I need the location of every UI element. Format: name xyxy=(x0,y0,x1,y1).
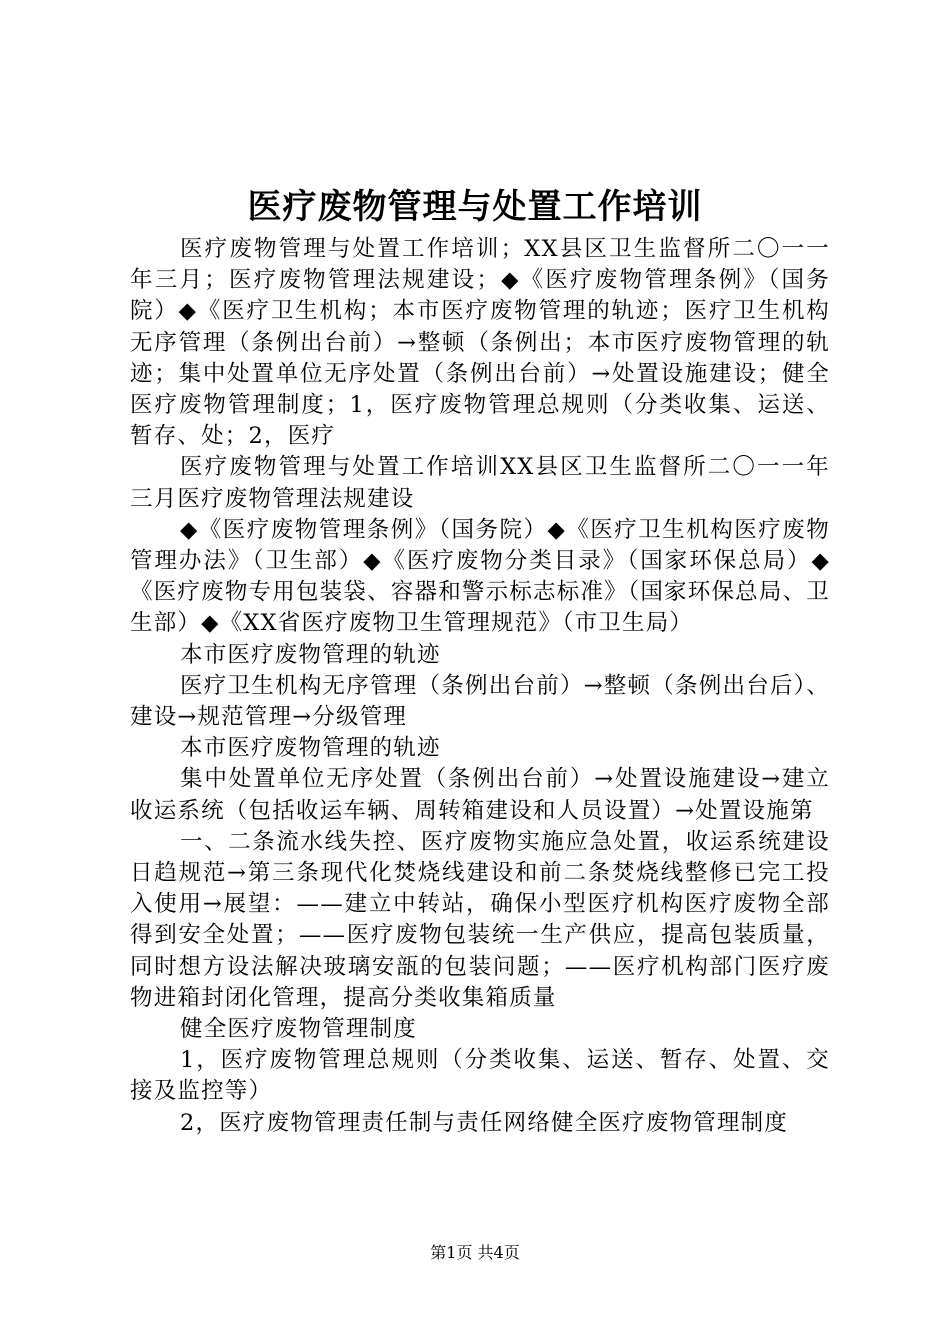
section-heading: 健全医疗废物管理制度 xyxy=(180,1016,418,1043)
paragraph: 医疗卫生机构无序管理（条例出台前）→整顿（条例出台后）、建设→规范管理→分级管理 xyxy=(130,672,830,731)
document-title: 医疗废物管理与处置工作培训 xyxy=(247,187,703,227)
list-item: 1，医疗废物管理总规则（分类收集、运送、暂存、处置、交接及监控等） xyxy=(130,1047,830,1105)
paragraph: 医疗废物管理与处置工作培训XX县区卫生监督所二〇一一年三月医疗废物管理法规建设 xyxy=(130,454,830,512)
section-heading: 本市医疗废物管理的轨迹 xyxy=(180,735,441,762)
list-item: 2，医疗废物管理责任制与责任网络健全医疗废物管理制度 xyxy=(180,1109,789,1136)
paragraph: 一、二条流水线失控、医疗废物实施应急处置，收运系统建设日趋规范→第三条现代化焚烧线建设和前二条焚烧线整修已完工投入使用→展望：——建立中转站，确保小型医疗机构医疗废物全部得到安全处置；——医疗废物包装统一生产供应，提高包装质量，同时想方设法解决玻璃安瓿的包装问题；——医疗机构部门医疗废物进箱封闭化管理，提高分类收集箱质量 xyxy=(130,828,830,1011)
paragraph: 医疗废物管理与处置工作培训；XX县区卫生监督所二〇一一年三月；医疗废物管理法规建设；◆《医疗废物管理条例》（国务院）◆《医疗卫生机构；本市医疗废物管理的轨迹；医疗卫生机构无序管理（条例出台前）→整顿（条例出；本市医疗废物管理的轨迹；集中处置单位无序处置（条例出台前）→处置设施建设；健全医疗废物管理制度；1，医疗废物管理总规则（分类收集、运送、暂存、处；2，医疗 xyxy=(130,236,830,450)
page-footer: 第1页 共4页 xyxy=(430,1243,520,1262)
document-body xyxy=(130,234,830,1139)
paragraph: 集中处置单位无序处置（条例出台前）→处置设施建设→建立收运系统（包括收运车辆、周转箱建设和人员设置）→处置设施第 xyxy=(130,766,830,824)
paragraph: ◆《医疗废物管理条例》（国务院）◆《医疗卫生机构医疗废物管理办法》（卫生部）◆《医疗废物分类目录》（国家环保总局）◆《医疗废物专用包装袋、容器和警示标志标准》（国家环保总局、卫生部）◆《XX省医疗废物卫生管理规范》（市卫生局） xyxy=(130,516,830,637)
section-heading: 本市医疗废物管理的轨迹 xyxy=(180,641,441,668)
